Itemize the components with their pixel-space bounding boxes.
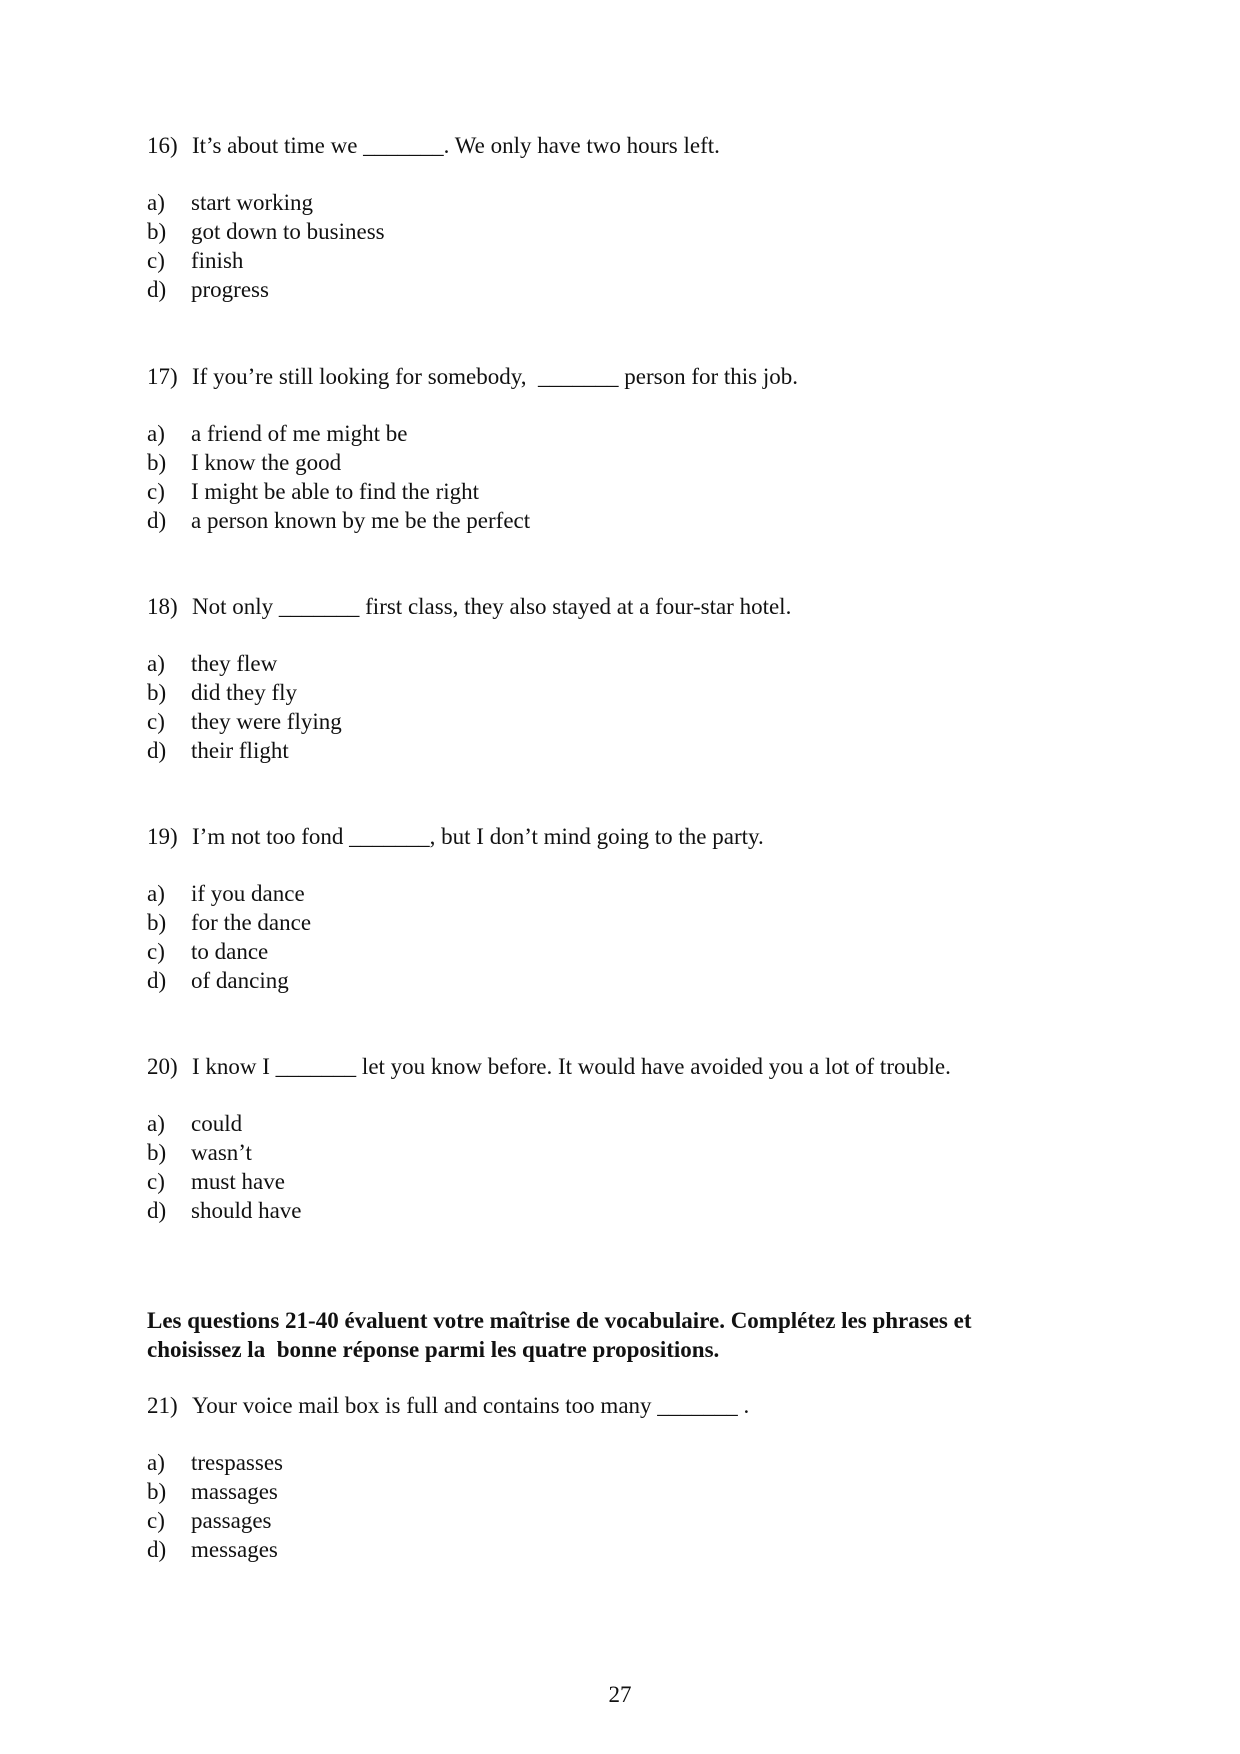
- option-a: [147, 188, 1127, 217]
- option-c: [147, 246, 1127, 275]
- option-letter: b): [147, 1479, 167, 1504]
- option-text: a friend of me might be: [191, 421, 408, 446]
- question-prompt: [147, 822, 1127, 851]
- option-letter: d): [147, 277, 167, 302]
- option-text: passages: [191, 1508, 272, 1533]
- option-text: their flight: [191, 738, 289, 763]
- option-text: I might be able to find the right: [191, 479, 480, 504]
- option-a: [147, 879, 1127, 908]
- question-text: Your voice mail box is full and contains too many _______ .: [192, 1393, 750, 1418]
- option-d: [147, 275, 1127, 304]
- option-text: wasn’t: [191, 1140, 252, 1165]
- option-letter: a): [147, 1450, 165, 1475]
- option-text: if you dance: [191, 881, 305, 906]
- option-c: [147, 1167, 1127, 1196]
- question-16: [147, 131, 1127, 304]
- question-21: [147, 1391, 1127, 1564]
- option-letter: a): [147, 651, 165, 676]
- question-number: 18): [147, 594, 178, 619]
- option-text: did they fly: [191, 680, 298, 705]
- option-letter: c): [147, 709, 165, 734]
- option-letter: d): [147, 968, 167, 993]
- option-list: [147, 1109, 1127, 1225]
- option-text: finish: [191, 248, 244, 273]
- option-c: [147, 707, 1127, 736]
- option-text: of dancing: [191, 968, 289, 993]
- section-instructions: [147, 1306, 1107, 1364]
- option-a: [147, 649, 1127, 678]
- option-text: they flew: [191, 651, 278, 676]
- option-a: [147, 1109, 1127, 1138]
- option-text: I know the good: [191, 450, 342, 475]
- option-letter: a): [147, 190, 165, 215]
- option-text: they were flying: [191, 709, 342, 734]
- question-number: 21): [147, 1393, 178, 1418]
- option-letter: b): [147, 910, 167, 935]
- option-letter: d): [147, 508, 167, 533]
- option-letter: b): [147, 1140, 167, 1165]
- option-text: for the dance: [191, 910, 312, 935]
- question-number: 16): [147, 133, 178, 158]
- question-number: 17): [147, 364, 178, 389]
- option-letter: d): [147, 1198, 167, 1223]
- question-number: 19): [147, 824, 178, 849]
- instructions-line-2: choisissez la bonne réponse parmi les quatre propositions.: [147, 1337, 720, 1362]
- option-text: to dance: [191, 939, 269, 964]
- option-letter: d): [147, 738, 167, 763]
- option-d: [147, 1535, 1127, 1564]
- question-prompt: [147, 131, 1127, 160]
- instructions-line-1: Les questions 21-40 évaluent votre maîtrise de vocabulaire. Complétez les phrases et: [147, 1308, 972, 1333]
- option-c: [147, 937, 1127, 966]
- option-d: [147, 736, 1127, 765]
- option-list: [147, 1448, 1127, 1564]
- question-number: 20): [147, 1054, 178, 1079]
- option-letter: c): [147, 479, 165, 504]
- option-letter: b): [147, 680, 167, 705]
- option-d: [147, 1196, 1127, 1225]
- option-list: [147, 419, 1127, 535]
- question-prompt: [147, 362, 1127, 391]
- option-text: could: [191, 1111, 243, 1136]
- option-letter: a): [147, 1111, 165, 1136]
- option-b: [147, 1138, 1127, 1167]
- option-letter: d): [147, 1537, 167, 1562]
- option-a: [147, 1448, 1127, 1477]
- option-text: progress: [191, 277, 269, 302]
- question-20: [147, 1052, 1127, 1225]
- question-17: [147, 362, 1127, 535]
- option-b: [147, 217, 1127, 246]
- option-letter: a): [147, 881, 165, 906]
- option-letter: a): [147, 421, 165, 446]
- option-c: [147, 1506, 1127, 1535]
- question-text: I’m not too fond _______, but I don’t mind going to the party.: [192, 824, 764, 849]
- question-prompt: [147, 1391, 1127, 1420]
- option-list: [147, 879, 1127, 995]
- question-text: Not only _______ first class, they also stayed at a four-star hotel.: [192, 594, 792, 619]
- option-letter: c): [147, 1508, 165, 1533]
- option-letter: c): [147, 939, 165, 964]
- option-letter: b): [147, 450, 167, 475]
- option-letter: b): [147, 219, 167, 244]
- option-list: [147, 188, 1127, 304]
- option-list: [147, 649, 1127, 765]
- question-text: If you’re still looking for somebody, _______ person for this job.: [192, 364, 799, 389]
- option-text: got down to business: [191, 219, 385, 244]
- option-text: massages: [191, 1479, 278, 1504]
- option-text: must have: [191, 1169, 285, 1194]
- question-18: [147, 592, 1127, 765]
- option-text: messages: [191, 1537, 278, 1562]
- option-b: [147, 908, 1127, 937]
- option-text: should have: [191, 1198, 302, 1223]
- option-c: [147, 477, 1127, 506]
- option-letter: c): [147, 248, 165, 273]
- option-d: [147, 506, 1127, 535]
- question-prompt: [147, 592, 1127, 621]
- question-prompt: [147, 1052, 1127, 1081]
- option-text: trespasses: [191, 1450, 283, 1475]
- question-19: [147, 822, 1127, 995]
- option-text: a person known by me be the perfect: [191, 508, 531, 533]
- page-number: 27: [608, 1682, 632, 1707]
- option-d: [147, 966, 1127, 995]
- option-a: [147, 419, 1127, 448]
- option-text: start working: [191, 190, 314, 215]
- question-text: I know I _______ let you know before. It would have avoided you a lot of trouble.: [192, 1054, 951, 1079]
- option-b: [147, 1477, 1127, 1506]
- question-text: It’s about time we _______. We only have two hours left.: [192, 133, 720, 158]
- option-b: [147, 448, 1127, 477]
- option-b: [147, 678, 1127, 707]
- option-letter: c): [147, 1169, 165, 1194]
